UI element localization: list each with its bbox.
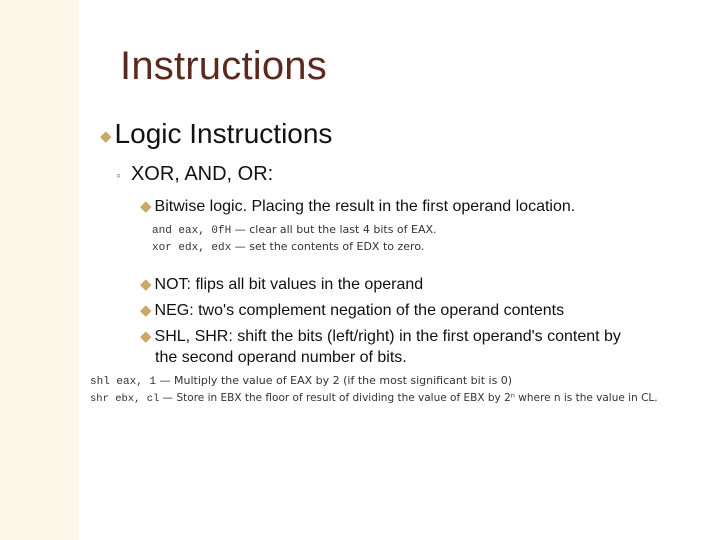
bullet-icon: ◆ (140, 302, 152, 319)
bullet-icon: ◆ (140, 198, 152, 215)
level2-text: XOR, AND, OR: (130, 163, 274, 185)
code-row (152, 222, 437, 239)
left-decorative-band (0, 0, 79, 540)
code-instruction: xor edx, edx (152, 242, 232, 254)
code-row (152, 239, 437, 256)
not-item (140, 275, 423, 295)
code-comment: — set the contents of EDX to zero. (231, 240, 425, 253)
bitwise-item (140, 197, 575, 217)
ring-icon: ◦ (116, 166, 121, 183)
bullet-icon: ◆ (140, 276, 152, 293)
shl-text-line1: SHL, SHR: shift the bits (left/right) in the first operand's content by (154, 328, 621, 346)
level1-item (100, 118, 332, 150)
code-comment: — Store in EBX the floor of result of dividing the value of EBX by 2ⁿ where n is the value in CL. (159, 392, 658, 404)
shl-text-line2: the second operand number of bits. (155, 349, 407, 366)
code-comment: — clear all but the last 4 bits of EAX. (231, 223, 437, 236)
code-row (90, 390, 658, 407)
not-text: NOT: flips all bit values in the operand (154, 276, 424, 294)
bullet-icon: ◆ (140, 328, 152, 345)
neg-item (140, 301, 564, 321)
code-block-2 (90, 373, 658, 407)
bitwise-text: Bitwise logic. Placing the result in the first operand location. (154, 198, 576, 216)
bullet-icon: ◆ (100, 127, 112, 145)
code-instruction: and eax, 0fH (152, 225, 232, 237)
shl-item (140, 327, 621, 347)
code-instruction: shl eax, 1 (90, 376, 157, 388)
level2-item (116, 163, 273, 186)
level1-text: Logic Instructions (114, 118, 333, 149)
shl-item-continuation (155, 348, 407, 368)
code-instruction: shr ebx, cl (90, 393, 160, 405)
neg-text: NEG: two's complement negation of the operand contents (154, 302, 565, 320)
slide-title: Instructions (120, 44, 327, 88)
code-block-1 (152, 222, 437, 256)
code-comment: — Multiply the value of EAX by 2 (if the most significant bit is 0) (156, 374, 513, 387)
code-row (90, 373, 658, 390)
